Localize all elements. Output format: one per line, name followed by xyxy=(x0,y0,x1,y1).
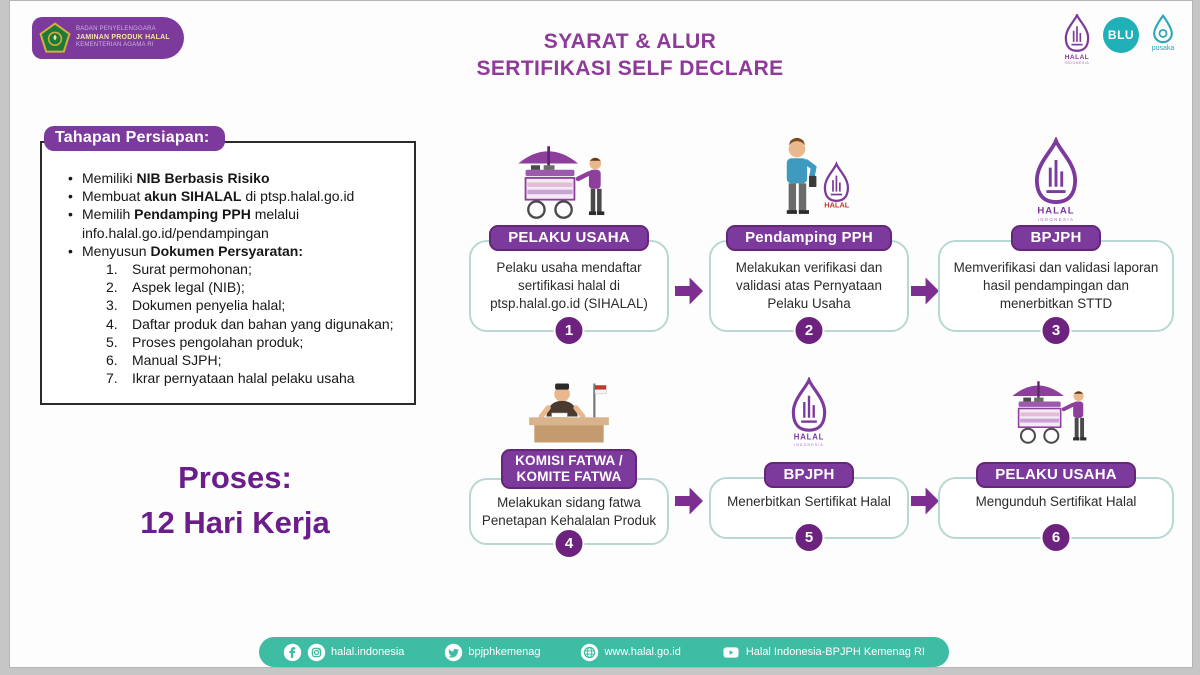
twitter-icon xyxy=(444,643,463,662)
process-duration-note xyxy=(65,456,405,546)
footer-item-youtube[interactable] xyxy=(721,643,925,662)
step-description: Pelaku usaha mendaftar sertifikasi halal di ptsp.halal.go.id (SIHALAL) xyxy=(490,260,648,311)
prep-bullet: • Menyusun Dokumen Persyaratan: xyxy=(68,242,303,259)
org-line2: JAMINAN PRODUK HALAL xyxy=(76,33,170,41)
footer-item-website[interactable] xyxy=(580,643,680,662)
step-title-badge: BPJPH xyxy=(1011,225,1100,251)
step-number-badge: 2 xyxy=(794,315,825,346)
step-title-badge: KOMISI FATWA / KOMITE FATWA xyxy=(501,449,637,489)
step-description-box xyxy=(709,240,909,339)
facebook-icon xyxy=(283,643,302,662)
flow-arrow-right-icon xyxy=(911,487,939,515)
svg-text:HALAL: HALAL xyxy=(1037,205,1075,217)
step-number-badge: 4 xyxy=(554,528,585,559)
step-description-box xyxy=(469,240,669,339)
step-description-box xyxy=(938,240,1174,339)
flow-step-5 xyxy=(709,373,909,546)
step-number-badge: 6 xyxy=(1041,522,1072,553)
step-title-badge: Pendamping PPH xyxy=(726,225,892,251)
prep-content xyxy=(42,143,414,391)
food-cart-icon xyxy=(1006,373,1106,449)
prep-heading-badge: Tahapan Persiapan: xyxy=(44,126,225,151)
step-description: Menerbitkan Sertifikat Halal xyxy=(727,494,891,510)
step-title-badge: BPJPH xyxy=(764,462,853,488)
flow-arrow-right-icon xyxy=(675,277,703,305)
flow-step-1 xyxy=(469,135,669,339)
prep-box xyxy=(40,141,416,405)
svg-text:HALAL: HALAL xyxy=(793,432,825,442)
prep-bullet: • Membuat akun SIHALAL di ptsp.halal.go.id xyxy=(68,188,355,205)
flow-step-3 xyxy=(938,135,1174,339)
globe-icon xyxy=(580,643,599,662)
prep-document-list xyxy=(106,260,408,387)
org-text xyxy=(76,26,170,50)
step-description: Melakukan verifikasi dan validasi atas Pernyataan Pelaku Usaha xyxy=(735,260,883,311)
svg-text:INDONESIA: INDONESIA xyxy=(794,442,824,447)
pusaka-logo-caption: pusaka xyxy=(1151,45,1175,52)
footer-item-twitter[interactable] xyxy=(444,643,540,662)
halal-logo-icon xyxy=(776,373,842,449)
step-title-badge: PELAKU USAHA xyxy=(489,225,649,251)
title-line1: SYARAT & ALUR xyxy=(543,30,717,53)
svg-text:INDONESIA: INDONESIA xyxy=(1037,217,1075,223)
step-number-badge: 5 xyxy=(794,522,825,553)
brand-logos xyxy=(1058,14,1180,65)
step-number-badge: 3 xyxy=(1041,315,1072,346)
step-number-badge: 1 xyxy=(554,315,585,346)
document-item: 1. Surat permohonan; xyxy=(106,261,252,278)
page-title xyxy=(350,28,910,83)
footer-item-instagram[interactable] xyxy=(283,643,404,662)
prep-bullet: • Memiliki NIB Berbasis Risiko xyxy=(68,170,270,186)
svg-text:HALAL: HALAL xyxy=(824,200,850,210)
prep-bullet: • Memilih Pendamping PPH melalui info.halal.go.id/pendampingan xyxy=(68,206,300,241)
document-item: 7. Ikrar pernyataan halal pelaku usaha xyxy=(106,370,355,387)
prep-bullet-list xyxy=(66,169,408,260)
title-line2: SERTIFIKASI SELF DECLARE xyxy=(476,57,784,81)
kemenag-logo-icon xyxy=(39,22,71,54)
pusaka-logo xyxy=(1146,14,1180,52)
pusaka-droplet-icon xyxy=(1151,14,1175,44)
document-item: 3. Dokumen penyelia halal; xyxy=(106,297,286,314)
process-label: Proses: xyxy=(178,460,292,495)
document-item: 6. Manual SJPH; xyxy=(106,352,222,369)
footer-handle: bpjphkemenag xyxy=(468,646,541,658)
footer-handle: Halal Indonesia-BPJPH Kemenag RI xyxy=(745,646,925,658)
halal-indonesia-logo xyxy=(1058,14,1096,65)
footer-handle: halal.indonesia xyxy=(331,646,405,658)
step-description: Memverifikasi dan validasi laporan hasil pendampingan dan menerbitkan STTD xyxy=(953,260,1159,311)
flow-step-6 xyxy=(938,373,1174,546)
flow-step-2 xyxy=(709,135,909,339)
instagram-icon xyxy=(307,643,326,662)
org-badge xyxy=(32,17,184,59)
slide xyxy=(9,0,1193,668)
document-item: 2. Aspek legal (NIB); xyxy=(106,279,245,296)
flow-step-4 xyxy=(469,373,669,552)
halal-gunungan-icon xyxy=(1060,14,1094,53)
blu-logo: BLU xyxy=(1103,17,1139,53)
youtube-icon xyxy=(721,643,741,662)
fatwa-desk-icon xyxy=(517,373,621,449)
step-title-badge: PELAKU USAHA xyxy=(976,462,1136,488)
halal-logo-subcaption: INDONESIA xyxy=(1064,61,1090,65)
footer-handle: www.halal.go.id xyxy=(604,646,681,658)
process-duration: 12 Hari Kerja xyxy=(140,504,330,540)
flow-arrow-right-icon xyxy=(675,487,703,515)
assistant-person-icon xyxy=(757,135,861,225)
document-item: 5. Proses pengolahan produk; xyxy=(106,333,304,350)
flow-arrow-right-icon xyxy=(911,277,939,305)
halal-logo-icon xyxy=(1015,135,1097,225)
step-description: Melakukan sidang fatwa Penetapan Kehalalan Produk xyxy=(481,495,657,528)
org-line3: KEMENTERIAN AGAMA RI xyxy=(76,42,154,49)
food-cart-icon xyxy=(513,135,625,225)
document-item: 4. Daftar produk dan bahan yang digunakan; xyxy=(106,315,394,332)
step-description: Mengunduh Sertifikat Halal xyxy=(975,494,1137,510)
org-line1: BADAN PENYELENGGARA xyxy=(76,26,156,33)
social-footer-bar xyxy=(259,637,949,667)
halal-logo-caption: HALAL xyxy=(1064,54,1090,61)
